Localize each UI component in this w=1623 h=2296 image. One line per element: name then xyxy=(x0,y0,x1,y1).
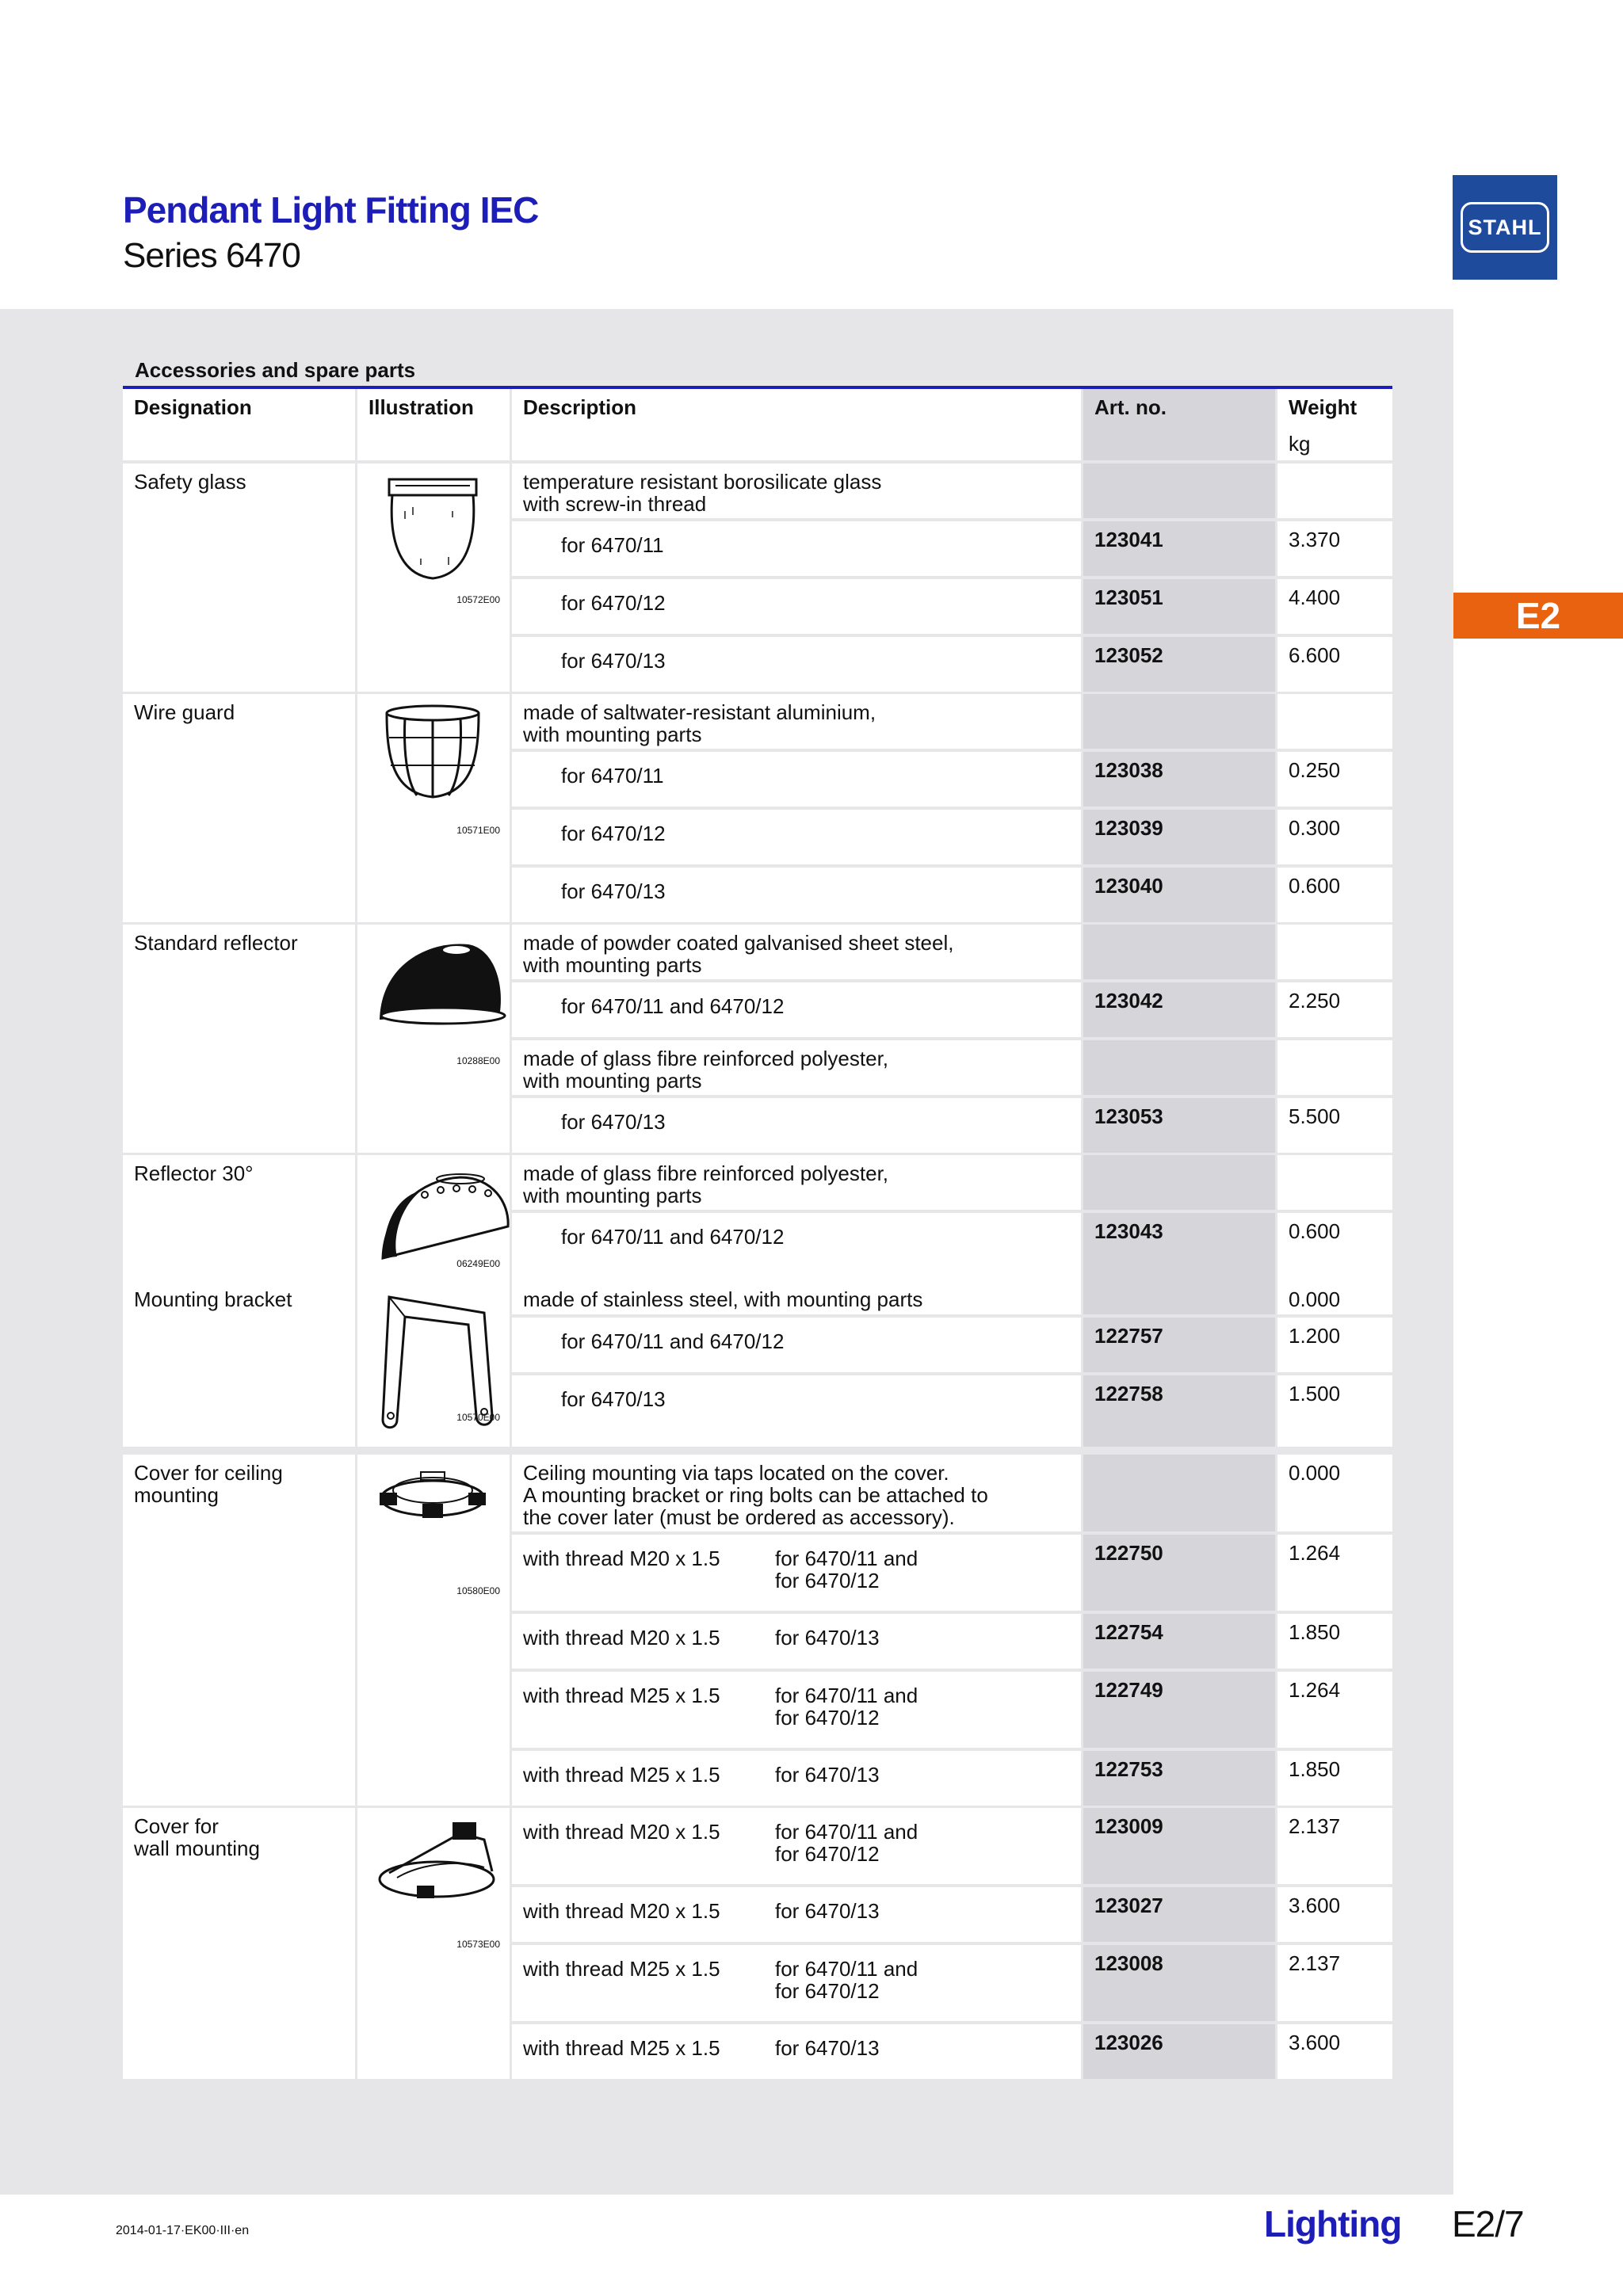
weight-cell xyxy=(1277,1614,1392,1669)
weight-value: 5.500 xyxy=(1289,1104,1341,1128)
image-code: 10288E00 xyxy=(456,1055,500,1066)
designation-cell xyxy=(123,1281,355,1447)
description-text: for 6470/11 and 6470/12 xyxy=(561,1329,785,1353)
description-cell xyxy=(512,463,1081,518)
art-no-cell xyxy=(1083,925,1275,979)
description-cell xyxy=(512,1040,1081,1095)
weight-value: 1.850 xyxy=(1289,1620,1341,1644)
description-text: for 6470/13 xyxy=(561,1387,666,1411)
art-no: 123040 xyxy=(1094,874,1163,898)
art-no: 123026 xyxy=(1094,2031,1163,2054)
weight-value: 2.137 xyxy=(1289,1814,1341,1838)
art-no: 122750 xyxy=(1094,1541,1163,1565)
fits-model: for 6470/11 and for 6470/12 xyxy=(775,1820,918,1866)
designation-cell xyxy=(123,463,355,692)
art-no-cell xyxy=(1083,752,1275,807)
weight-cell xyxy=(1277,810,1392,864)
description-cell xyxy=(512,1455,1081,1531)
art-no: 123008 xyxy=(1094,1951,1163,1975)
art-no-cell xyxy=(1083,982,1275,1037)
designation-label: Mounting bracket xyxy=(134,1287,292,1311)
description-cell xyxy=(512,694,1081,749)
thread-size: with thread M20 x 1.5 xyxy=(523,1899,720,1923)
art-no-cell xyxy=(1083,1040,1275,1095)
art-no-cell xyxy=(1083,2024,1275,2079)
stahl-logo xyxy=(1453,175,1557,280)
weight-cell xyxy=(1277,1375,1392,1447)
thread-size: with thread M20 x 1.5 xyxy=(523,1820,720,1844)
art-no: 123051 xyxy=(1094,585,1163,609)
weight-value: 2.137 xyxy=(1289,1951,1341,1975)
art-no-cell xyxy=(1083,1751,1275,1806)
art-no: 123052 xyxy=(1094,643,1163,667)
illustration-cell xyxy=(357,1455,510,1806)
illustration-cell xyxy=(357,463,510,692)
weight-value: 1.850 xyxy=(1289,1757,1341,1781)
section-tab: E2 xyxy=(1453,593,1623,639)
weight-cell xyxy=(1277,1535,1392,1611)
description-text: for 6470/11 xyxy=(561,533,664,557)
description-cell xyxy=(512,1375,1081,1447)
description-cell xyxy=(512,810,1081,864)
weight-value: 1.200 xyxy=(1289,1324,1341,1348)
art-no-cell xyxy=(1083,579,1275,634)
weight-cell xyxy=(1277,868,1392,922)
art-no: 122754 xyxy=(1094,1620,1163,1644)
art-no-cell xyxy=(1083,463,1275,518)
description-text: made of powder coated galvanised sheet steel, with mounting parts xyxy=(523,931,954,977)
description-text: for 6470/12 xyxy=(561,591,666,615)
art-no-cell xyxy=(1083,1945,1275,2021)
description-text: made of glass fibre reinforced polyester, with mounting parts xyxy=(523,1047,889,1093)
page-title: Pendant Light Fitting IEC xyxy=(123,189,539,231)
weight-cell xyxy=(1277,1751,1392,1806)
art-no-cell xyxy=(1083,1672,1275,1748)
weight-cell xyxy=(1277,1455,1392,1531)
art-no: 123042 xyxy=(1094,989,1163,1013)
weight-value: 1.264 xyxy=(1289,1678,1341,1702)
weight-cell xyxy=(1277,1040,1392,1095)
thread-size: with thread M25 x 1.5 xyxy=(523,1957,720,1981)
fits-model: for 6470/13 xyxy=(775,2036,880,2060)
description-text: for 6470/11 and 6470/12 xyxy=(561,994,785,1018)
weight-cell xyxy=(1277,1672,1392,1748)
designation-label: Wire guard xyxy=(134,700,235,724)
designation-cell xyxy=(123,694,355,922)
image-code: 06249E00 xyxy=(456,1258,500,1269)
art-no-cell xyxy=(1083,810,1275,864)
illustration-cell xyxy=(357,925,510,1153)
description-cell xyxy=(512,1887,1081,1942)
description-cell xyxy=(512,1672,1081,1748)
description-text: for 6470/11 and 6470/12 xyxy=(561,1225,785,1249)
thread-size: with thread M25 x 1.5 xyxy=(523,1684,720,1707)
col-designation-label: Designation xyxy=(134,395,252,419)
art-no: 123039 xyxy=(1094,816,1163,840)
weight-value: 1.264 xyxy=(1289,1541,1341,1565)
weight-cell xyxy=(1277,2024,1392,2079)
weight-value: 3.370 xyxy=(1289,528,1341,551)
description-text: for 6470/12 xyxy=(561,822,666,845)
art-no-cell xyxy=(1083,1455,1275,1531)
art-no-cell xyxy=(1083,1887,1275,1942)
description-text: for 6470/13 xyxy=(561,879,666,903)
fits-model: for 6470/13 xyxy=(775,1899,880,1923)
description-cell xyxy=(512,1318,1081,1372)
footer-date-code: 2014-01-17·EK00·III·en xyxy=(116,2224,250,2237)
fits-model: for 6470/13 xyxy=(775,1626,880,1650)
art-no: 123027 xyxy=(1094,1894,1163,1917)
art-no-cell xyxy=(1083,637,1275,692)
footer-brand: Lighting xyxy=(1264,2203,1402,2245)
description-cell xyxy=(512,637,1081,692)
description-cell xyxy=(512,2024,1081,2079)
page-number: E2/7 xyxy=(1452,2203,1524,2245)
weight-value: 3.600 xyxy=(1289,1894,1341,1917)
description-cell xyxy=(512,1751,1081,1806)
thread-size: with thread M20 x 1.5 xyxy=(523,1547,720,1570)
art-no: 122758 xyxy=(1094,1382,1163,1405)
illustration-cell xyxy=(357,1281,510,1447)
weight-cell xyxy=(1277,752,1392,807)
weight-cell xyxy=(1277,1887,1392,1942)
designation-cell xyxy=(123,925,355,1153)
logo-text: STAHL xyxy=(1461,202,1549,253)
description-cell xyxy=(512,1098,1081,1153)
designation-label: Reflector 30° xyxy=(134,1161,254,1185)
fits-model: for 6470/11 and for 6470/12 xyxy=(775,1547,918,1592)
weight-cell xyxy=(1277,1945,1392,2021)
weight-value: 0.300 xyxy=(1289,816,1341,840)
description-cell xyxy=(512,1808,1081,1884)
designation-label: Standard reflector xyxy=(134,931,298,955)
designation-label: Safety glass xyxy=(134,470,246,494)
weight-cell xyxy=(1277,637,1392,692)
col-weight xyxy=(1277,389,1392,460)
col-art-no xyxy=(1083,389,1275,460)
illustration-cell xyxy=(357,694,510,922)
weight-cell xyxy=(1277,1098,1392,1153)
image-code: 10580E00 xyxy=(456,1585,500,1596)
art-no-cell xyxy=(1083,1535,1275,1611)
image-code: 10571E00 xyxy=(456,825,500,836)
weight-cell xyxy=(1277,1808,1392,1884)
weight-value: 0.250 xyxy=(1289,758,1341,782)
art-no-cell xyxy=(1083,1375,1275,1447)
description-cell xyxy=(512,1155,1081,1210)
description-text: made of stainless steel, with mounting parts xyxy=(523,1287,923,1311)
designation-label: Cover for ceiling mounting xyxy=(134,1461,283,1507)
art-no: 123053 xyxy=(1094,1104,1163,1128)
art-no: 122749 xyxy=(1094,1678,1163,1702)
weight-cell xyxy=(1277,1318,1392,1372)
weight-cell xyxy=(1277,1155,1392,1210)
art-no-cell xyxy=(1083,521,1275,576)
art-no: 123041 xyxy=(1094,528,1163,551)
weight-cell xyxy=(1277,463,1392,518)
description-cell xyxy=(512,1614,1081,1669)
description-text: Ceiling mounting via taps located on the cover. A mounting bracket or ring bolts can be attached to the cover later (must be ordered as accessory). xyxy=(523,1461,988,1529)
designation-cell xyxy=(123,1808,355,2079)
description-cell xyxy=(512,1945,1081,2021)
col-art-no-label: Art. no. xyxy=(1094,395,1167,419)
fits-model: for 6470/11 and for 6470/12 xyxy=(775,1957,918,2003)
fits-model: for 6470/13 xyxy=(775,1763,880,1787)
art-no-cell xyxy=(1083,1808,1275,1884)
art-no: 122753 xyxy=(1094,1757,1163,1781)
art-no: 123009 xyxy=(1094,1814,1163,1838)
col-designation xyxy=(123,389,355,460)
image-code: 10572E00 xyxy=(456,594,500,605)
art-no: 123043 xyxy=(1094,1219,1163,1243)
col-weight-label: Weight xyxy=(1289,395,1358,419)
art-no-cell xyxy=(1083,1213,1275,1282)
weight-value: 4.400 xyxy=(1289,585,1341,609)
image-code: 10570E00 xyxy=(456,1412,500,1423)
description-cell xyxy=(512,1281,1081,1314)
weight-cell xyxy=(1277,694,1392,749)
weight-value: 0.000 xyxy=(1289,1287,1341,1311)
description-cell xyxy=(512,1213,1081,1282)
description-text: made of glass fibre reinforced polyester, with mounting parts xyxy=(523,1161,889,1207)
description-text: for 6470/11 xyxy=(561,764,664,788)
weight-cell xyxy=(1277,1213,1392,1282)
col-illustration xyxy=(357,389,510,460)
art-no-cell xyxy=(1083,868,1275,922)
weight-value: 1.500 xyxy=(1289,1382,1341,1405)
art-no-cell xyxy=(1083,694,1275,749)
description-text: temperature resistant borosilicate glass with screw-in thread xyxy=(523,470,882,516)
art-no-cell xyxy=(1083,1155,1275,1210)
weight-value: 2.250 xyxy=(1289,989,1341,1013)
description-cell xyxy=(512,925,1081,979)
art-no-cell xyxy=(1083,1098,1275,1153)
weight-value: 0.600 xyxy=(1289,1219,1341,1243)
description-cell xyxy=(512,1535,1081,1611)
art-no-cell xyxy=(1083,1318,1275,1372)
description-text: for 6470/13 xyxy=(561,649,666,673)
table-heading: Accessories and spare parts xyxy=(135,358,416,382)
weight-value: 3.600 xyxy=(1289,2031,1341,2054)
fits-model: for 6470/11 and for 6470/12 xyxy=(775,1684,918,1730)
weight-cell xyxy=(1277,521,1392,576)
col-description-label: Description xyxy=(523,395,637,419)
description-cell xyxy=(512,868,1081,922)
col-illustration-label: Illustration xyxy=(369,395,474,419)
col-weight-unit: kg xyxy=(1289,432,1311,456)
description-text: made of saltwater-resistant aluminium, with mounting parts xyxy=(523,700,876,746)
weight-cell xyxy=(1277,1281,1392,1314)
art-no: 123038 xyxy=(1094,758,1163,782)
illustration-cell xyxy=(357,1155,510,1282)
thread-size: with thread M20 x 1.5 xyxy=(523,1626,720,1650)
description-cell xyxy=(512,521,1081,576)
weight-cell xyxy=(1277,925,1392,979)
designation-cell xyxy=(123,1155,355,1282)
thread-size: with thread M25 x 1.5 xyxy=(523,2036,720,2060)
art-no-cell xyxy=(1083,1614,1275,1669)
weight-cell xyxy=(1277,982,1392,1037)
description-cell xyxy=(512,579,1081,634)
weight-value: 6.600 xyxy=(1289,643,1341,667)
description-cell xyxy=(512,752,1081,807)
designation-cell xyxy=(123,1455,355,1806)
art-no-cell xyxy=(1083,1281,1275,1314)
page-subtitle: Series 6470 xyxy=(123,236,300,275)
description-cell xyxy=(512,982,1081,1037)
designation-label: Cover for wall mounting xyxy=(134,1814,260,1860)
thread-size: with thread M25 x 1.5 xyxy=(523,1763,720,1787)
weight-value: 0.600 xyxy=(1289,874,1341,898)
image-code: 10573E00 xyxy=(456,1939,500,1950)
art-no: 122757 xyxy=(1094,1324,1163,1348)
weight-cell xyxy=(1277,579,1392,634)
description-text: for 6470/13 xyxy=(561,1110,666,1134)
col-description xyxy=(512,389,1081,460)
illustration-cell xyxy=(357,1808,510,2079)
weight-value: 0.000 xyxy=(1289,1461,1341,1485)
